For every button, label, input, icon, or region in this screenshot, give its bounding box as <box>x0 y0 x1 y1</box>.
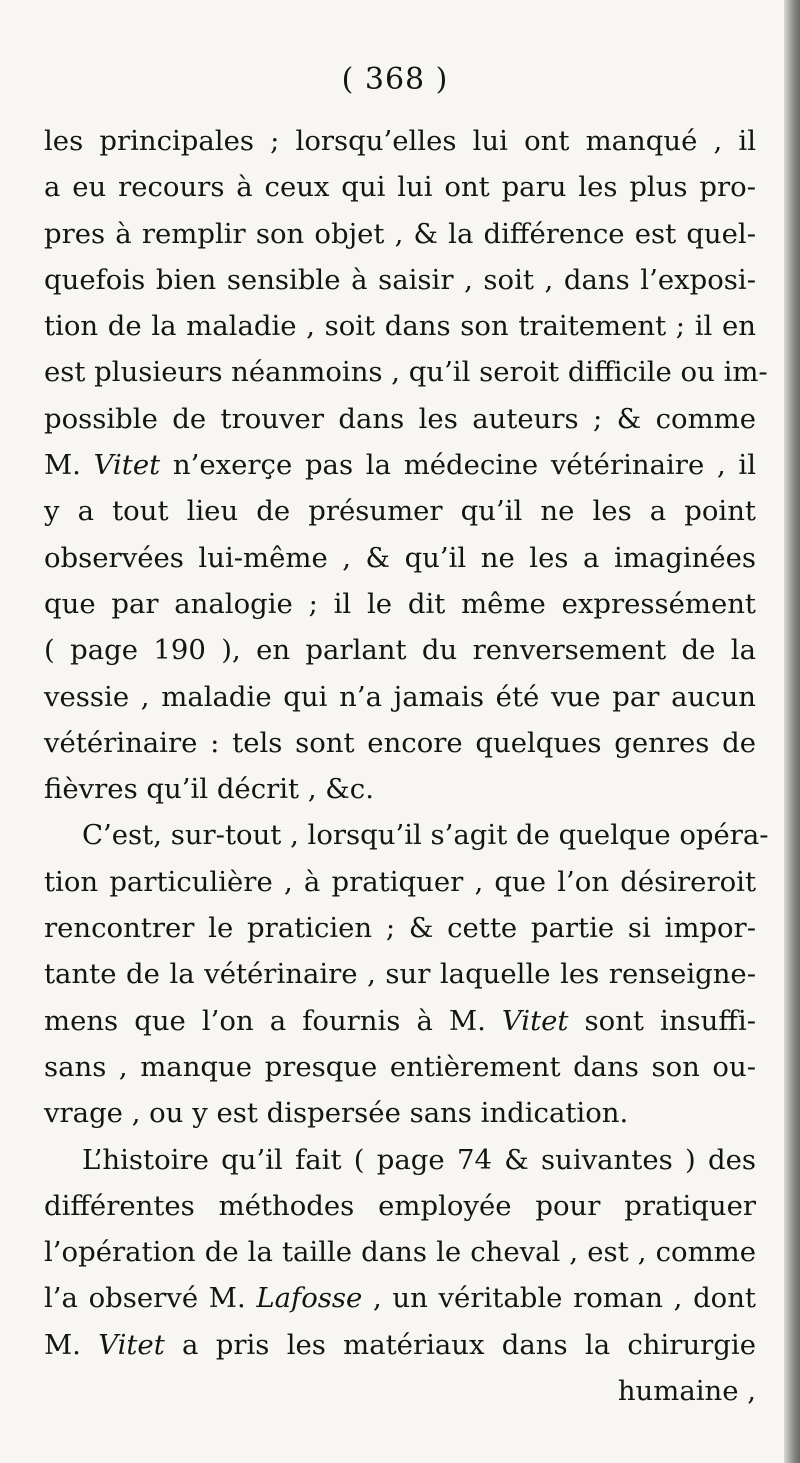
text-line: vétérinaire : tels sont encore quelques genres de <box>44 726 756 759</box>
text-line: tion de la maladie , soit dans son traitement ; il en <box>44 310 756 343</box>
text-line: vrage , ou y est dispersée sans indication. <box>44 1097 629 1130</box>
text-line: y a tout lieu de présumer qu’il ne les a point <box>44 495 756 528</box>
text-line: les principales ; lorsqu’elles lui ont manqué , il <box>44 125 756 157</box>
author-name-italic: Lafosse <box>256 1282 363 1315</box>
text-line: l’opération de la taille dans le cheval , est , comme <box>44 1236 756 1269</box>
text-line: C’est, sur-tout , lorsqu’il s’agit de quelque opéra- <box>82 819 769 852</box>
text-line: sans , manque presque entièrement dans son ou- <box>44 1050 756 1083</box>
text-line: pres à remplir son objet , & la différence est quel- <box>44 217 756 250</box>
page-number: ( 368 ) <box>341 62 449 97</box>
text-line: quefois bien sensible à saisir , soit , dans l’exposi- <box>44 263 756 296</box>
author-name-italic: Vitet <box>93 449 161 482</box>
text-line: mens que l’on a fournis à M. Vitet sont insuffi- <box>44 1004 756 1037</box>
text-line: possible de trouver dans les auteurs ; & comme <box>44 402 756 435</box>
text-line: vessie , maladie qui n’a jamais été vue par aucun <box>44 680 756 713</box>
author-name-italic: Vitet <box>501 1004 569 1037</box>
text-line: a eu recours à ceux qui lui ont paru les plus pro- <box>44 171 756 204</box>
author-name-italic: Vitet <box>98 1328 165 1361</box>
text-line: rencontrer le praticien ; & cette partie si impor- <box>44 912 756 945</box>
catchword-line: humaine , <box>617 1375 756 1408</box>
text-line: M. Vitet n’exerçe pas la médecine vétérinaire , il <box>44 449 756 482</box>
text-line: est plusieurs néanmoins , qu’il seroit difficile ou im- <box>44 356 768 389</box>
text-line: que par analogie ; il le dit même expressément <box>44 587 756 620</box>
text-line: tion particulière , à pratiquer , que l’on désireroit <box>44 865 756 898</box>
page-edge-shadow <box>784 0 800 1463</box>
text-line: l’a observé M. Lafosse , un véritable roman , dont <box>44 1282 756 1315</box>
text-line: ( page 190 ), en parlant du renversement de la <box>44 634 756 667</box>
text-line: différentes méthodes employée pour pratiquer <box>44 1189 756 1222</box>
text-line: L’histoire qu’il fait ( page 74 & suivantes ) des <box>82 1143 756 1176</box>
text-line: fièvres qu’il décrit , &c. <box>44 773 374 806</box>
text-line: observées lui-même , & qu’il ne les a imaginées <box>44 541 756 574</box>
text-line: M. Vitet a pris les matériaux dans la chirurgie <box>44 1328 756 1361</box>
body-text <box>44 118 769 1414</box>
text-line: tante de la vétérinaire , sur laquelle les renseigne- <box>44 958 756 991</box>
